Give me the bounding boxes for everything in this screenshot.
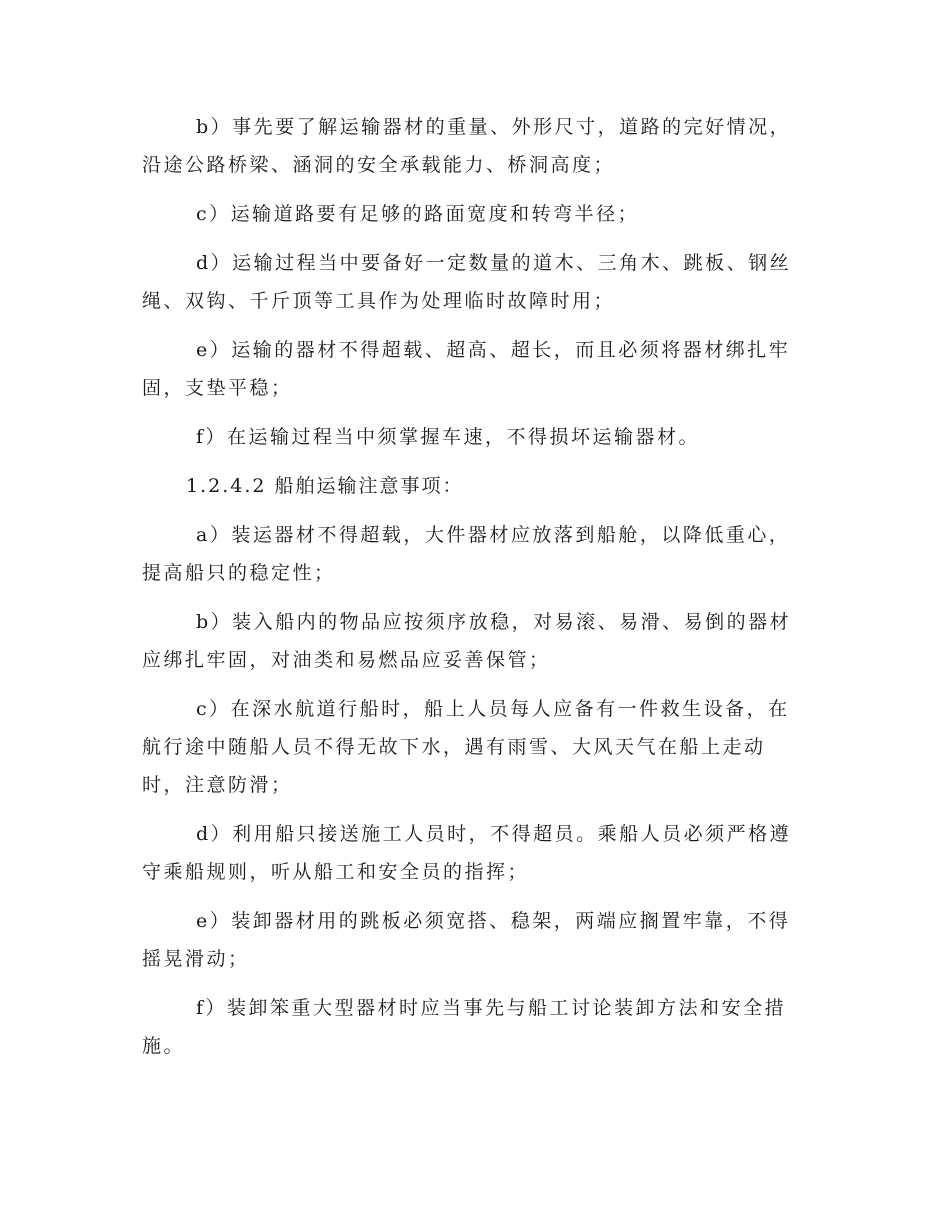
paragraph-ship-transport-e: e）装卸器材用的跳板必须宽搭、稳架，两端应搁置牢靠，不得摇晃滑动； (142, 910, 791, 970)
document-body (142, 108, 802, 1076)
paragraph-ship-transport-f: f）装卸笨重大型器材时应当事先与船工讨论装卸方法和安全措施。 (142, 997, 787, 1057)
paragraph-ship-transport-c: c）在深水航道行船时，船上人员每人应备有一件救生设备，在航行途中随船人员不得无故下水，遇有雨雪、大风天气在船上走动时，注意防滑； (142, 698, 790, 796)
paragraph-road-transport-c: c）运输道路要有足够的路面宽度和转弯半径； (196, 203, 640, 225)
paragraph-road-transport-b: b）事先要了解运输器材的重量、外形尺寸，道路的完好情况，沿途公路桥梁、涵洞的安全承载能力、桥洞高度； (142, 116, 792, 176)
paragraph-ship-transport-a: a）装运器材不得超载，大件器材应放落到船舱，以降低重心，提高船只的稳定性； (142, 524, 791, 584)
section-heading-ship-transport: 1.2.4.2 船舶运输注意事项： (186, 475, 464, 497)
paragraph-road-transport-e: e）运输的器材不得超载、超高、超长，而且必须将器材绑扎牢固，支垫平稳； (142, 339, 791, 399)
paragraph-road-transport-f: f）在运输过程当中须掌握车速，不得损坏运输器材。 (196, 426, 701, 448)
paragraph-road-transport-d: d）运输过程当中要备好一定数量的道木、三角木、跳板、钢丝绳、双钩、千斤顶等工具作为处理临时故障时用； (142, 252, 792, 312)
paragraph-ship-transport-d: d）利用船只接送施工人员时，不得超员。乘船人员必须严格遵守乘船规则，听从船工和安全员的指挥； (142, 823, 792, 883)
paragraph-ship-transport-b: b）装入船内的物品应按须序放稳，对易滚、易滑、易倒的器材应绑扎牢固，对油类和易燃品应妥善保管； (142, 611, 792, 671)
